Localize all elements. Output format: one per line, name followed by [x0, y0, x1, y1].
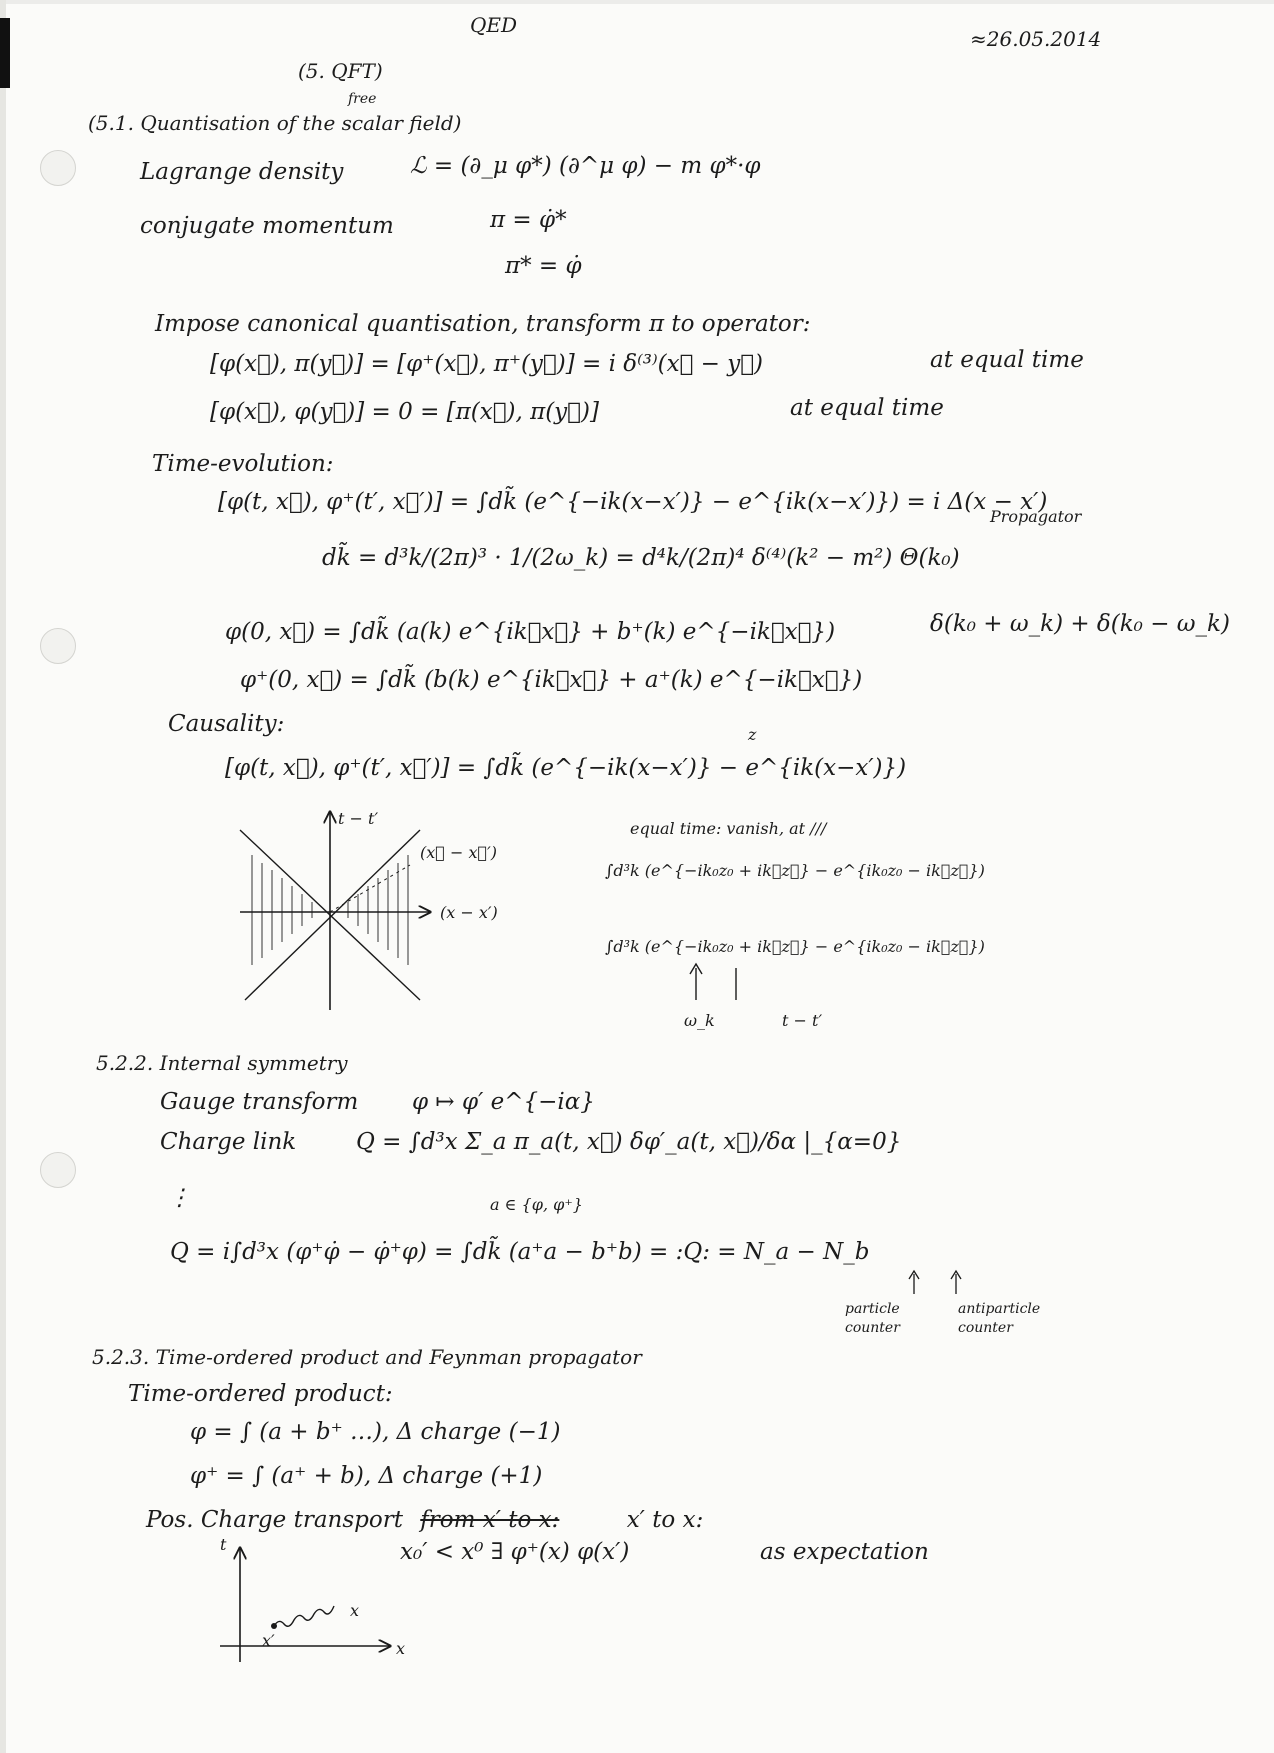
diagram-label-t: t − t′	[338, 809, 379, 828]
lagrange-label: Lagrange density	[140, 159, 344, 185]
pos-charge-struck: from x′ to x:	[420, 1507, 560, 1533]
time-evolution-label: Time-evolution:	[152, 451, 334, 477]
diagram-label-space: (x⃗ − x⃗′)	[420, 843, 497, 862]
causality-equation: [φ(t, x⃗), φ⁺(t′, x⃗′)] = ∫dk̃ (e^{−ik(x−x′)} − e^{ik(x−x′)})	[225, 755, 907, 781]
punch-hole-top	[40, 150, 76, 186]
vanish-annotation-arrows	[640, 960, 780, 1008]
equal-time-note: equal time: vanish, at ///	[630, 819, 827, 838]
delta-note: δ(k₀ + ω_k) + δ(k₀ − ω_k)	[930, 611, 1230, 637]
measure-equation: dk̃ = d³k/(2π)³ · 1/(2ω_k) = d⁴k/(2π)⁴ δ⁽⁴⁾(k² − m²) Θ(k₀)	[322, 545, 960, 571]
punch-hole-middle	[40, 628, 76, 664]
phi-dagger-charge-line: φ⁺ = ∫ (a⁺ + b), Δ charge (+1)	[190, 1463, 543, 1489]
page-title: QED	[470, 13, 518, 37]
heading-suffix: scalar field)	[341, 111, 462, 135]
propagator-note: Propagator	[990, 507, 1082, 526]
commutator-1-note: at equal time	[930, 347, 1084, 373]
light-cone-diagram	[230, 800, 570, 1020]
page-left-edge	[0, 0, 6, 1753]
charge-equation: Q = ∫d³x Σ_a π_a(t, x⃗) δφ′_a(t, x⃗)/δα |_{α=0}	[356, 1129, 902, 1155]
plot-label-end: x	[350, 1601, 360, 1620]
causality-z-label: z	[748, 725, 757, 744]
pos-charge-prefix: Pos. Charge transport	[146, 1507, 403, 1533]
charge-result: Q = i∫d³x (φ⁺φ̇ − φ̇⁺φ) = ∫dk̃ (a⁺a − b⁺b) = :Q: = N_a − N_b	[170, 1239, 870, 1265]
pos-charge-suffix: x′ to x:	[626, 1507, 704, 1533]
charge-label: Charge link	[160, 1129, 297, 1155]
time-order-condition: x₀′ < x⁰ ∃ φ⁺(x) φ(x′)	[400, 1539, 630, 1565]
counter-arrows	[900, 1268, 980, 1298]
conjugate-eq-1: π = φ̇*	[490, 207, 567, 233]
page-top-edge	[0, 0, 1274, 4]
commutator-2-note: at equal time	[790, 395, 944, 421]
heading-insert-free: free	[348, 91, 377, 107]
punch-hole-bottom	[40, 1152, 76, 1188]
gauge-equation: φ ↦ φ′ e^{−iα}	[412, 1089, 595, 1115]
vanish-equation-2: ∫d³k (e^{−ik₀z₀ + ik⃗z⃗} − e^{ik₀z₀ − ik⃗z⃗})	[605, 937, 985, 956]
time-evolution-equation: [φ(t, x⃗), φ⁺(t′, x⃗′)] = ∫dk̃ (e^{−ik(x−x′)} − e^{ik(x−x′)}) = i Δ(x − x′)	[218, 489, 1048, 515]
vanish-equation-1: ∫d³k (e^{−ik₀z₀ + ik⃗z⃗} − e^{ik₀z₀ − ik⃗z⃗})	[605, 861, 985, 880]
plot-label-x: x	[396, 1639, 406, 1658]
antiparticle-counter-note: antiparticle counter	[958, 1301, 1041, 1336]
ellipsis-dots: ⋮	[168, 1185, 191, 1211]
under-t-label: t − t′	[782, 1011, 823, 1030]
commutator-1: [φ(x⃗), π(y⃗)] = [φ⁺(x⃗), π⁺(y⃗)] = i δ⁽³⁾(x⃗ − y⃗)	[210, 351, 764, 377]
plot-label-start: x′	[262, 1631, 275, 1650]
charge-sum-index: a ∈ {φ, φ⁺}	[490, 1195, 583, 1214]
conjugate-eq-2: π* = φ̇	[505, 253, 582, 279]
section-5-2-3-heading: 5.2.3. Time-ordered product and Feynman propagator	[92, 1345, 642, 1369]
charge-transport-plot	[200, 1530, 420, 1670]
conjugate-label: conjugate momentum	[140, 213, 394, 239]
section-5-1-heading	[88, 112, 461, 134]
plot-label-t: t	[220, 1535, 227, 1554]
commutator-2: [φ(x⃗), φ(y⃗)] = 0 = [π(x⃗), π(y⃗)]	[210, 399, 599, 425]
charge-path-wiggle	[274, 1606, 334, 1626]
lagrange-equation: ℒ = (∂_μ φ*) (∂^μ φ) − m φ*·φ	[410, 153, 761, 179]
chapter-label: (5. QFT)	[298, 59, 383, 83]
start-point-dot	[271, 1623, 277, 1629]
section-5-2-2-heading: 5.2.2. Internal symmetry	[96, 1051, 348, 1075]
expectation-note: as expectation	[760, 1539, 929, 1565]
field-phi-dagger: φ⁺(0, x⃗) = ∫dk̃ (b(k) e^{ik⃗x⃗} + a⁺(k) e^{−ik⃗x⃗})	[240, 667, 863, 693]
particle-counter-note: particle counter	[845, 1301, 900, 1336]
binder-mark	[0, 18, 10, 88]
time-ordered-subheading: Time-ordered product:	[128, 1381, 393, 1407]
field-phi: φ(0, x⃗) = ∫dk̃ (a(k) e^{ik⃗x⃗} + b⁺(k) e^{−ik⃗x⃗})	[225, 619, 836, 645]
under-omega-label: ω_k	[684, 1011, 715, 1030]
page-date: ≈26.05.2014	[970, 27, 1102, 51]
phi-charge-line: φ = ∫ (a + b⁺ …), Δ charge (−1)	[190, 1419, 561, 1445]
causality-label: Causality:	[168, 711, 285, 737]
diagram-label-x: (x − x′)	[440, 903, 498, 922]
gauge-label: Gauge transform	[160, 1089, 359, 1115]
heading-prefix: (5.1. Quantisation of the	[88, 111, 336, 135]
impose-quantisation-text: Impose canonical quantisation, transform π to operator:	[155, 311, 811, 337]
